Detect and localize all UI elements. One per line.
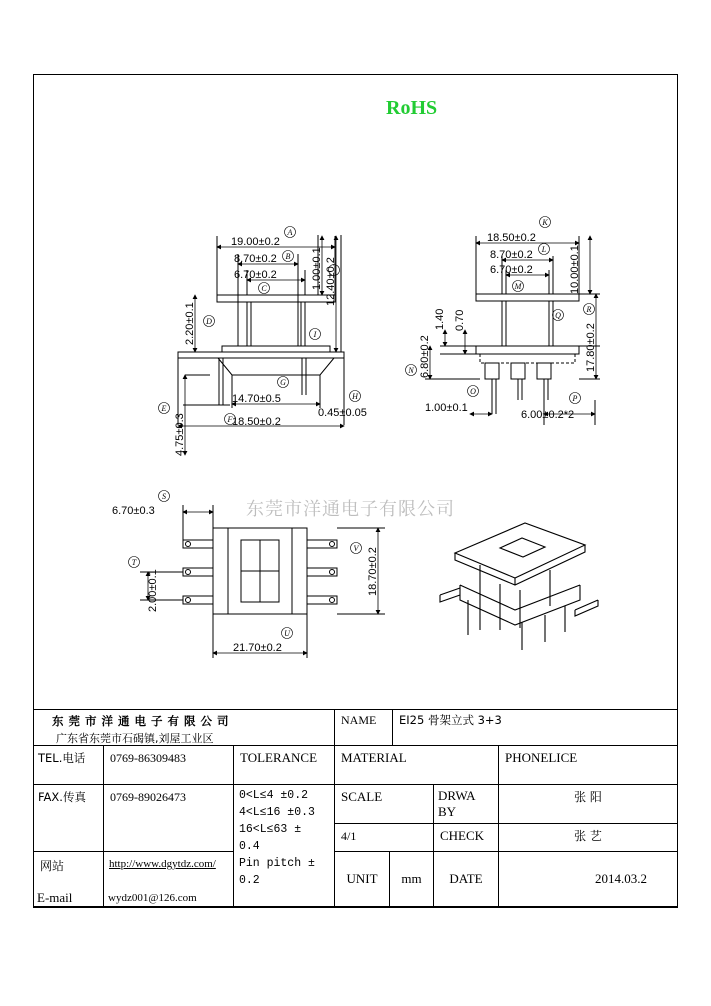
label-s: S [162,492,166,501]
dim-front-base: 18.50±0.2 [232,416,281,428]
drawn-by-label: DRWA BY [433,784,499,824]
label-a: A [287,228,293,237]
watermark: 东莞市洋通电子有限公司 [246,499,455,520]
scale-label: SCALE [334,784,434,824]
label-e: E [161,404,167,413]
tolerance-line: Pin pitch ± [239,857,315,870]
dim-side-post: 6.70±0.2 [490,264,533,276]
dim-side-base: 6.80±0.2 [419,335,431,378]
dim-front-width: 19.00±0.2 [231,236,280,248]
label-o: O [470,387,476,396]
top-view [140,505,385,658]
company-cell [33,709,335,746]
fax-value: 0769-89026473 [103,784,234,852]
label-v: V [353,544,359,553]
label-q: Q [555,311,561,320]
dim-side-width: 18.50±0.2 [487,232,536,244]
dim-side-rib: 1.40 [434,308,446,330]
label-f: F [227,415,233,424]
dim-front-flange: 1.00±0.1 [311,247,323,290]
dim-top-pin-len: 6.70±0.3 [112,505,155,517]
tolerance-line: 0<L≤4 ±0.2 [239,789,309,802]
label-d: D [206,317,212,326]
material-value: PHONELICE [498,745,678,785]
website-label: 网站 [40,859,65,873]
label-i: I [313,330,317,339]
web-email-label-cell [33,851,104,908]
dim-front-core: 8.70±0.2 [234,253,277,265]
dim-top-depth: 18.70±0.2 [367,547,379,596]
date-value: 2014.03.2 [498,851,678,908]
dim-side-total: 17.80±0.2 [585,323,597,372]
label-t: T [131,558,137,567]
scale-value: 4/1 [334,823,434,852]
dim-side-pitch: 6.00±0.2*2 [521,409,575,421]
dim-side-core: 8.70±0.2 [490,249,533,261]
dim-front-gap: 2.20±0.1 [184,302,196,345]
website-link[interactable]: http://www.dgytdz.com/ [109,858,216,870]
tolerance-line: 0.4 [239,840,260,853]
unit-value: mm [389,851,434,908]
web-email-value-cell [103,851,234,908]
tolerance-line: 16<L≤63 ± [239,823,302,836]
label-p: P [572,394,578,403]
check-value: 张 艺 [498,823,678,852]
material-label: MATERIAL [334,745,499,785]
dim-top-width: 21.70±0.2 [233,642,282,654]
label-n: N [408,366,414,375]
dim-side-rib2: 0.70 [454,309,466,331]
unit-label: UNIT [334,851,390,908]
tolerance-label: TOLERANCE [233,745,335,785]
email-label: E-mail [37,890,73,905]
rohs-mark: RoHS [386,97,438,119]
title-block [33,709,678,907]
email-value: wydz001@126.com [108,892,197,904]
fax-label: FAX.传真 [33,784,104,852]
label-r: R [586,305,592,314]
isometric-view [440,523,598,650]
tolerance-values [233,784,335,908]
company-name: 东莞市洋通电子有限公司 [52,714,234,728]
dim-side-height: 10.00±0.1 [569,245,581,294]
label-c: C [261,284,267,293]
label-u: U [284,629,290,638]
name-label: NAME [334,709,393,746]
dim-front-height: 12.40±0.2 [325,257,337,306]
company-address: 广东省东莞市石碣镇,刘屋工业区 [56,732,214,745]
drawn-by-value: 张 阳 [498,784,678,824]
dim-front-post: 6.70±0.2 [234,269,277,281]
tel-value: 0769-86309483 [103,745,234,785]
label-b: B [285,252,291,261]
tolerance-line: 0.2 [239,874,260,887]
label-k: K [542,218,548,227]
dim-front-pins: 14.70±0.5 [232,393,281,405]
tel-label: TEL.电话 [33,745,104,785]
dim-top-pitch: 2.00±0.1 [147,569,159,612]
dim-front-pin-len: 4.75±0.3 [174,413,186,456]
dim-front-pin-dia: 0.45±0.05 [318,407,367,419]
tolerance-line: 4<L≤16 ±0.3 [239,806,315,819]
dim-side-pin: 1.00±0.1 [425,402,468,414]
label-m: M [514,282,522,291]
date-label: DATE [433,851,499,908]
label-l: L [541,245,547,254]
check-label: CHECK [433,823,499,852]
label-h: H [352,392,358,401]
name-value: EI25 骨架立式 3+3 [392,709,678,746]
label-g: G [280,378,286,387]
